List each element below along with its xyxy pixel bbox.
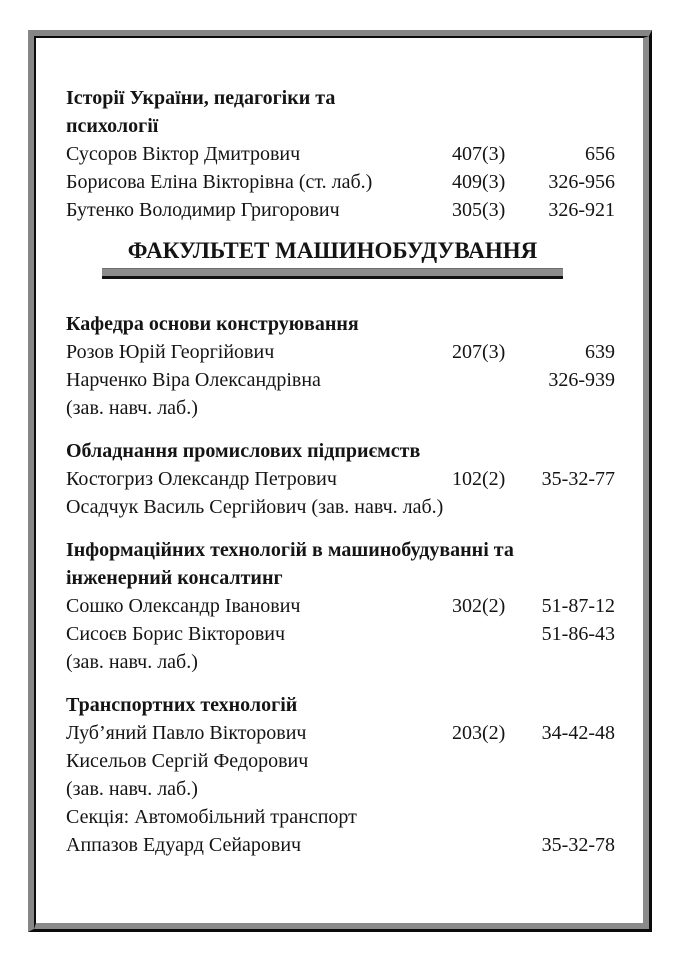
faculty-header-title: ФАКУЛЬТЕТ МАШИНОБУДУВАННЯ [127,238,538,263]
section-title-line: інженерний консалтинг [66,567,283,589]
person-note: (зав. навч. лаб.) [66,651,198,673]
phone-number: 326-921 [548,199,615,221]
section-title-line: Кафедра основи конструювання [66,313,359,335]
table-row [66,831,615,859]
room-number: 409(3) [452,171,506,193]
section-title [66,536,615,592]
person-name: Луб’яний Павло Вікторович [66,722,307,744]
section-title-line: Інформаційних технологій в машинобудуванні та [66,539,514,561]
phone-number [516,747,615,775]
table-row [66,465,615,493]
table-row [66,803,615,831]
table-row [66,648,615,676]
table-row [66,719,615,747]
room-number: 102(2) [452,468,506,490]
phone-number: 51-87-12 [541,595,615,617]
table-row [66,168,615,196]
phone-number [516,648,615,676]
room-number: 407(3) [452,143,506,165]
person-name: Розов Юрій Георгійович [66,341,275,363]
section-history-pedagogy [66,84,615,224]
room-number: 203(2) [452,722,506,744]
phone-number [516,803,615,831]
section-title-line: Обладнання промислових підприємств [66,440,421,462]
phone-number: 639 [585,341,615,363]
room-number: 302(2) [452,595,506,617]
phone-number: 51-86-43 [541,623,615,645]
table-row [66,196,615,224]
faculty-header-underline-bar [102,268,563,279]
room-number [452,747,516,775]
person-note: (зав. навч. лаб.) [66,778,198,800]
phone-number [516,493,615,521]
section-it-engineering-consulting [66,536,615,676]
person-name: Сошко Олександр Іванович [66,595,301,617]
room-number [452,394,516,422]
section-title [66,84,615,140]
page-border-frame [28,30,652,932]
person-note: (зав. навч. лаб.) [66,397,198,419]
faculty-header-block [66,236,615,279]
phone-number [516,394,615,422]
table-row [66,747,615,775]
room-number [452,620,516,648]
person-name: Костогриз Олександр Петрович [66,468,337,490]
person-name: Борисова Еліна Вікторівна (ст. лаб.) [66,171,373,193]
person-name: Осадчук Василь Сергійович (зав. навч. лаб.) [66,496,444,518]
section-transport-technologies [66,691,615,859]
section-title-line: психології [66,115,159,137]
room-number [452,366,516,394]
page-content [36,38,643,923]
room-number [452,493,516,521]
section-title [66,691,615,719]
page-border-frame-inner [34,36,649,929]
phone-number: 656 [585,143,615,165]
phone-number: 35-32-77 [541,468,615,490]
person-name: Бутенко Володимир Григорович [66,199,340,221]
room-number [452,775,516,803]
person-name: Сисоєв Борис Вікторович [66,623,286,645]
room-number [452,648,516,676]
section-title [66,310,615,338]
room-number [452,803,516,831]
person-name: Аппазов Едуард Сейарович [66,834,302,856]
phone-number: 34-42-48 [541,722,615,744]
person-name: Кисельов Сергій Федорович [66,750,309,772]
phone-number: 35-32-78 [541,834,615,856]
phone-number: 326-956 [548,171,615,193]
table-row [66,493,615,521]
table-row [66,592,615,620]
room-number [452,831,516,859]
person-name: Сусоров Віктор Дмитрович [66,143,301,165]
room-number: 207(3) [452,341,506,363]
section-subdivision-label: Секція: Автомобільний транспорт [66,806,357,828]
table-row [66,338,615,366]
person-name: Нарченко Віра Олександрівна [66,369,321,391]
table-row [66,366,615,394]
phone-number [516,775,615,803]
section-industrial-equipment [66,437,615,521]
section-title-line: Історії України, педагогіки та [66,87,336,109]
section-title [66,437,615,465]
room-number: 305(3) [452,199,506,221]
section-design-basics [66,310,615,422]
table-row [66,775,615,803]
table-row [66,140,615,168]
phone-number: 326-939 [548,369,615,391]
table-row [66,394,615,422]
section-title-line: Транспортних технологій [66,694,298,716]
table-row [66,620,615,648]
